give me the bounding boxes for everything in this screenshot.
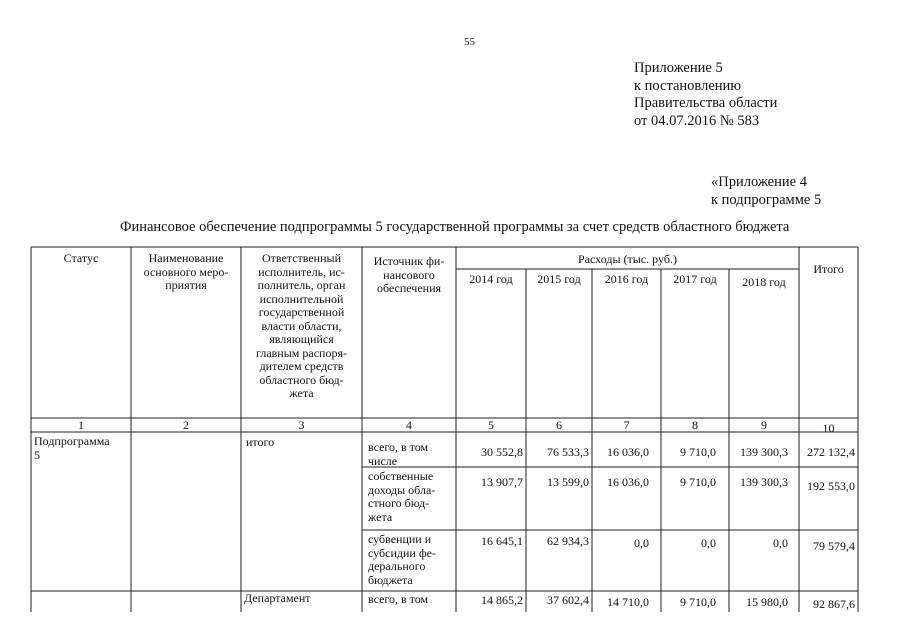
value-cell: 16 036,0 xyxy=(607,445,649,459)
source-line: собственные xyxy=(368,469,434,483)
header-line: дителем средств xyxy=(259,359,344,373)
value-cell: 76 533,3 xyxy=(547,445,589,459)
annex-line: Правительства области xyxy=(634,95,778,111)
header-line: государственной xyxy=(258,305,345,319)
value-cell: 192 553,0 xyxy=(807,479,855,493)
value-cell: 15 980,0 xyxy=(746,595,788,609)
source-cell xyxy=(368,441,428,468)
value-cell: 13 907,7 xyxy=(481,475,523,489)
value-cell: 139 300,3 xyxy=(740,445,788,459)
value-cell: 62 934,3 xyxy=(547,534,589,548)
header-total: Итого xyxy=(813,262,844,276)
col-number: 9 xyxy=(761,418,767,432)
annex-line: «Приложение 4 xyxy=(711,174,807,190)
header-year-2014: 2014 год xyxy=(469,272,513,286)
col-number: 7 xyxy=(623,418,630,432)
header-line: главным распоря- xyxy=(256,345,347,360)
header-line: приятия xyxy=(165,278,207,292)
value-cell: 16 645,1 xyxy=(481,534,523,548)
header-line: являющийся xyxy=(269,332,334,346)
source-line: всего, в том xyxy=(368,592,429,606)
col-number: 1 xyxy=(78,418,84,432)
source-line: субсидии фе- xyxy=(368,545,436,560)
responsible-group-total: итого xyxy=(246,435,275,449)
col-number: 2 xyxy=(183,418,189,432)
table-title: Финансовое обеспечение подпрограммы 5 государственной программы за счет средств областного бюджета xyxy=(120,219,790,235)
source-line: дерального xyxy=(368,559,426,573)
source-line: стного бюд- xyxy=(368,496,430,510)
header-line: Ответственный xyxy=(261,251,342,265)
value-cell: 0,0 xyxy=(701,536,716,550)
header-expenses: Расходы (тыс. руб.) xyxy=(578,252,677,266)
value-cell: 79 579,4 xyxy=(813,539,855,553)
status-line: Подпрограмма xyxy=(34,434,110,448)
header-line: нансового xyxy=(383,267,435,282)
header-line: Источник фи- xyxy=(373,254,445,268)
header-funding-source xyxy=(362,255,456,296)
value-cell: 30 552,8 xyxy=(481,445,523,459)
source-line: числе xyxy=(368,453,398,468)
value-cell: 9 710,0 xyxy=(680,445,716,459)
col-number: 8 xyxy=(692,418,698,432)
annex-line: Приложение 5 xyxy=(634,60,723,76)
col-number: 10 xyxy=(822,421,835,435)
value-cell: 14 865,2 xyxy=(481,593,523,607)
header-line: основного меро- xyxy=(143,264,229,279)
header-line: жета xyxy=(289,386,314,400)
header-line: Наименование xyxy=(148,251,224,265)
responsible-group-department: Департамент xyxy=(244,591,311,605)
value-cell: 9 710,0 xyxy=(680,595,716,609)
source-line: доходы обла- xyxy=(368,482,436,497)
annex-header xyxy=(634,60,777,130)
header-line: областного бюд- xyxy=(259,372,344,387)
value-cell: 16 036,0 xyxy=(607,475,649,489)
header-activity-name xyxy=(131,252,241,293)
header-line: исполнительной xyxy=(259,291,344,306)
value-cell: 272 132,4 xyxy=(807,445,855,459)
value-cell: 0,0 xyxy=(634,536,649,550)
source-line: жета xyxy=(368,509,393,524)
source-line: всего, в том xyxy=(368,440,429,454)
header-line: власти области, xyxy=(261,318,342,333)
annex-line: от 04.07.2016 № 583 xyxy=(634,112,760,129)
header-status: Статус xyxy=(63,251,99,265)
page-number: 55 xyxy=(464,36,475,48)
value-cell: 92 867,6 xyxy=(813,597,855,611)
source-line: бюджета xyxy=(368,572,413,587)
source-cell xyxy=(368,593,428,607)
value-cell: 14 710,0 xyxy=(607,595,649,609)
value-cell: 13 599,0 xyxy=(547,475,589,489)
col-number: 5 xyxy=(488,418,494,432)
annex-line: к подпрограмме 5 xyxy=(711,191,822,208)
value-cell: 139 300,3 xyxy=(740,475,788,489)
header-year-2017: 2017 год xyxy=(673,272,717,286)
sub-annex-header xyxy=(711,174,821,209)
col-number: 3 xyxy=(298,418,305,432)
header-responsible xyxy=(241,252,362,401)
source-line: субвенции и xyxy=(368,532,432,546)
source-cell xyxy=(368,533,436,587)
source-cell xyxy=(368,470,435,524)
col-number: 6 xyxy=(556,418,562,432)
value-cell: 9 710,0 xyxy=(680,475,716,489)
value-cell: 37 602,4 xyxy=(547,593,589,607)
header-line: полнитель, орган xyxy=(257,278,346,292)
annex-line: к постановлению xyxy=(634,77,742,94)
header-line: исполнитель, ис- xyxy=(258,264,345,279)
col-number: 4 xyxy=(406,418,412,432)
header-year-2018: 2018 год xyxy=(742,275,786,289)
header-year-2015: 2015 год xyxy=(537,272,581,286)
status-line: 5 xyxy=(34,447,40,462)
value-cell: 0,0 xyxy=(773,536,788,550)
header-year-2016: 2016 год xyxy=(604,272,649,286)
header-line: обеспечения xyxy=(376,281,442,295)
status-cell xyxy=(34,435,110,462)
